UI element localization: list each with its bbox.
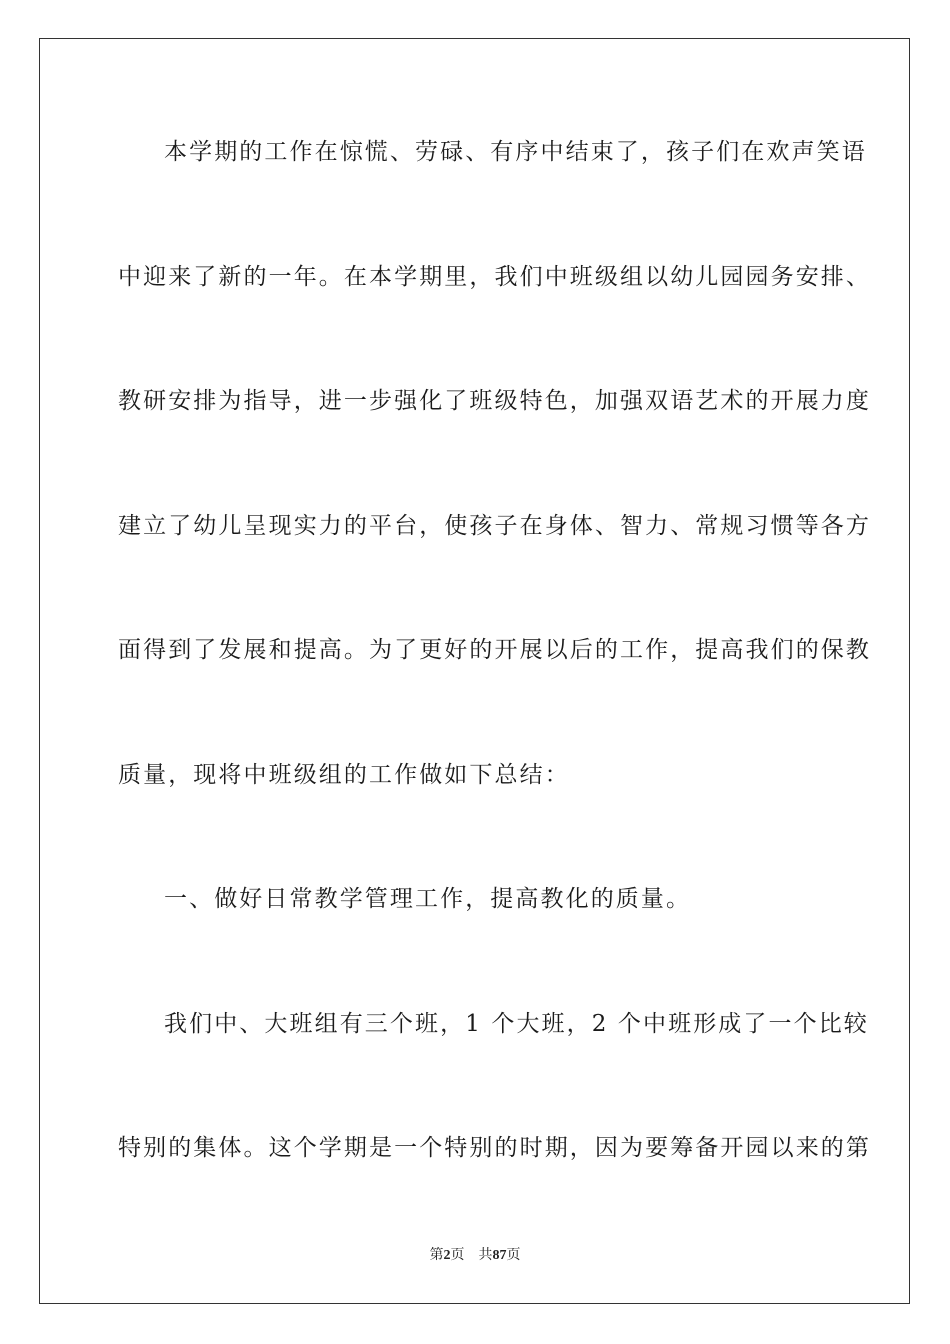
page-prefix: 第 xyxy=(429,1248,444,1263)
paragraph-2-line-2: 特别的集体。这个学期是一个特别的时期，因为要筹备开园以来的第 xyxy=(118,1135,871,1161)
page-footer xyxy=(0,1247,950,1265)
page-border xyxy=(39,38,910,1304)
paragraph-1-line-3: 教研安排为指导，进一步强化了班级特色，加强双语艺术的开展力度 xyxy=(118,388,871,414)
total-pages: 87 xyxy=(492,1248,507,1263)
page-number: 2 xyxy=(443,1248,451,1263)
paragraph-1-line-4: 建立了幼儿呈现实力的平台，使孩子在身体、智力、常规习惯等各方 xyxy=(118,513,871,539)
page-suffix: 页 xyxy=(450,1248,465,1263)
paragraph-1-line-6: 质量，现将中班级组的工作做如下总结： xyxy=(118,762,570,788)
paragraph-2-line-1: 我们中、大班组有三个班，1 个大班，2 个中班形成了一个比较 xyxy=(164,1011,869,1037)
total-suffix: 页 xyxy=(506,1248,521,1263)
paragraph-1-line-2: 中迎来了新的一年。在本学期里，我们中班级组以幼儿园园务安排、 xyxy=(118,264,871,290)
paragraph-1-line-1: 本学期的工作在惊慌、劳碌、有序中结束了，孩子们在欢声笑语 xyxy=(164,139,867,165)
section-heading-1: 一、做好日常教学管理工作，提高教化的质量。 xyxy=(164,886,692,912)
total-prefix: 共 xyxy=(478,1248,493,1263)
paragraph-1-line-5: 面得到了发展和提高。为了更好的开展以后的工作，提高我们的保教 xyxy=(118,637,871,663)
